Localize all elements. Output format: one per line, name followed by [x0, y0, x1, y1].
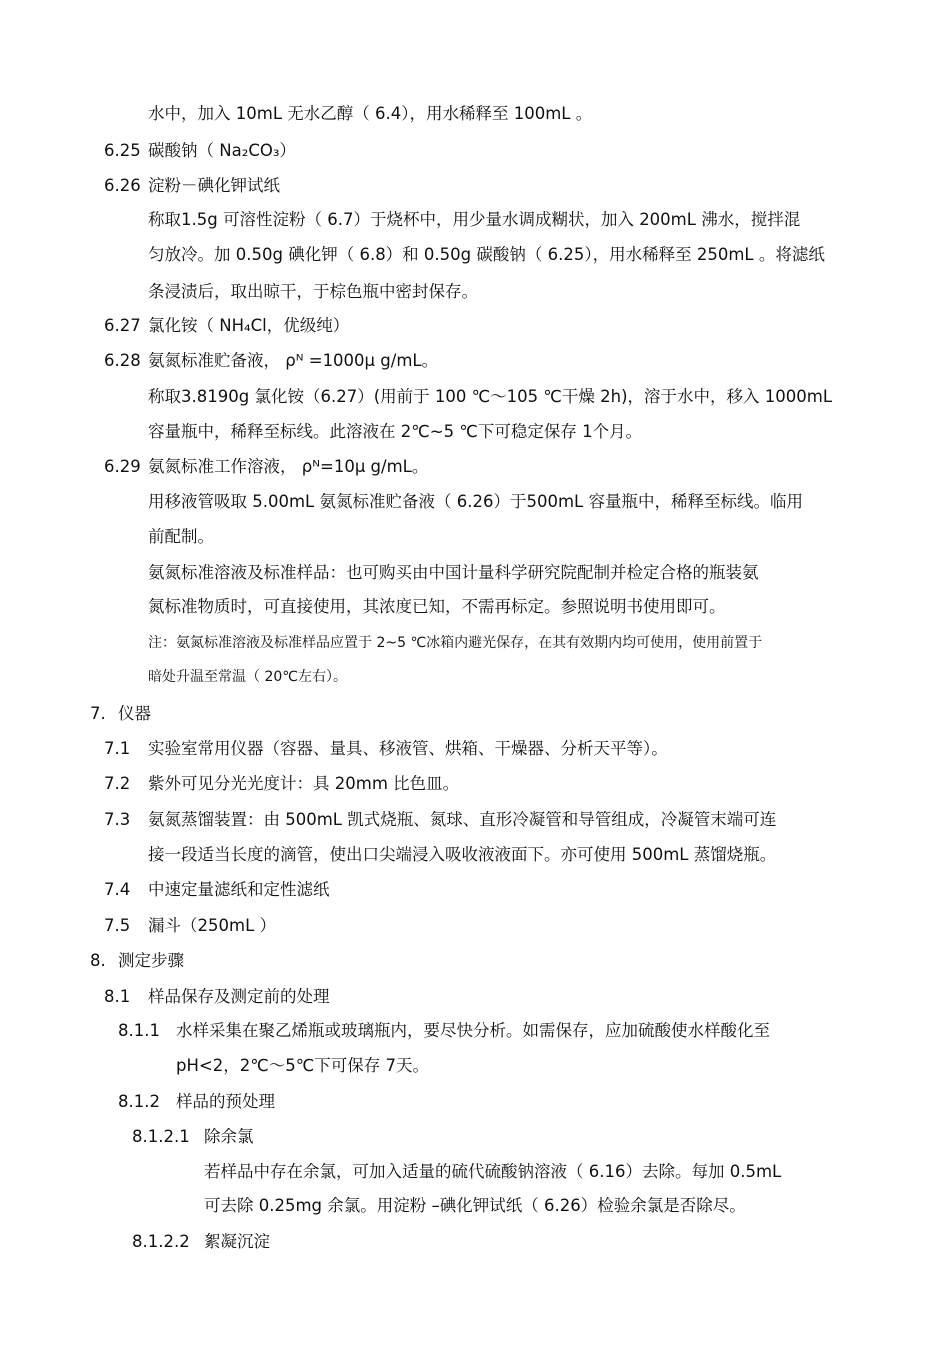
- text-line: 若样品中存在余氯，可加入适量的硫代硫酸钠溶液（ 6.16）去除。每加 0.5mL: [204, 1162, 782, 1181]
- text-line: 氮标准物质时，可直接使用，其浓度已知，不需再标定。参照说明书使用即可。: [148, 597, 726, 616]
- section-6-26: [104, 176, 280, 196]
- section-6-29: [104, 457, 428, 477]
- section-title: 水样采集在聚乙烯瓶或玻璃瓶内，要尽快分析。如需保存，应加硫酸使水样酸化至: [176, 1021, 770, 1040]
- section-8-1-2: [118, 1092, 275, 1112]
- section-title: 样品保存及测定前的处理: [148, 987, 330, 1006]
- text-line: 匀放冷。加 0.50g 碘化钾（ 6.8）和 0.50g 碳酸钠（ 6.25），用水稀释至 250mL 。将滤纸: [148, 245, 825, 264]
- section-number: 7.3: [104, 810, 131, 829]
- section-number: 7.1: [104, 739, 131, 758]
- section-number: 6.25: [104, 141, 141, 160]
- chapter-title: 测定步骤: [118, 951, 184, 970]
- section-8-1-2-1: [132, 1127, 254, 1147]
- chapter-number: 7.: [90, 704, 106, 723]
- section-7-2: [104, 774, 459, 794]
- section-title: 中速定量滤纸和定性滤纸: [148, 880, 330, 899]
- section-title: 除余氯: [204, 1127, 254, 1146]
- section-number: 7.2: [104, 774, 131, 793]
- section-title: 样品的预处理: [176, 1092, 275, 1111]
- section-number: 8.1: [104, 987, 131, 1006]
- section-title: 氨氮蒸馏装置：由 500mL 凯式烧瓶、氮球、直形冷凝管和导管组成，冷凝管末端可连: [148, 810, 777, 829]
- chapter-title: 仪器: [118, 704, 151, 723]
- section-8-1-2-2: [132, 1232, 270, 1252]
- section-title: 实验室常用仪器（容器、量具、移液管、烘箱、干燥器、分析天平等）。: [148, 739, 668, 758]
- text-line: 称取3.8190g 氯化铵（6.27）(用前于 100 ℃～105 ℃干燥 2h)，溶于水中，移入 1000mL: [148, 387, 833, 406]
- chapter-8: [90, 951, 184, 971]
- section-number: 8.1.2.1: [132, 1127, 190, 1146]
- text-line: pH<2，2℃～5℃下可保存 7天。: [176, 1056, 430, 1075]
- section-7-4: [104, 880, 330, 900]
- text-line: 条浸渍后，取出晾干，于棕色瓶中密封保存。: [148, 282, 478, 301]
- section-title: 漏斗（250mL ）: [148, 916, 277, 935]
- section-title: 碳酸钠（ Na₂CO₃）: [148, 141, 296, 160]
- text-line: 容量瓶中，稀释至标线。此溶液在 2℃~5 ℃下可稳定保存 1个月。: [148, 422, 643, 441]
- chapter-7: [90, 704, 151, 724]
- section-number: 6.27: [104, 316, 141, 335]
- section-number: 7.5: [104, 916, 131, 935]
- section-7-5: [104, 916, 276, 936]
- section-6-28: [104, 351, 438, 371]
- section-title: 氨氮标准工作溶液， ρᴺ=10μ g/mL。: [148, 457, 429, 476]
- section-number: 6.29: [104, 457, 141, 476]
- note-line: 暗处升温至常温（ 20℃左右）。: [148, 669, 347, 685]
- section-title: 氯化铵（ NH₄Cl，优级纯）: [148, 316, 350, 335]
- section-title: 絮凝沉淀: [204, 1232, 270, 1251]
- text-line: 用移液管吸取 5.00mL 氨氮标准贮备液（ 6.26）于500mL 容量瓶中，稀释至标线。临用: [148, 492, 803, 511]
- section-number: 8.1.2: [118, 1092, 160, 1111]
- section-title: 紫外可见分光光度计：具 20mm 比色皿。: [148, 774, 460, 793]
- section-number: 8.1.2.2: [132, 1232, 190, 1251]
- text-line: 称取1.5g 可溶性淀粉（ 6.7）于烧杯中，用少量水调成糊状，加入 200mL 沸水，搅拌混: [148, 210, 801, 229]
- section-8-1-1: [118, 1021, 770, 1041]
- section-7-1: [104, 739, 668, 759]
- section-6-27: [104, 316, 349, 336]
- section-title: 氨氮标准贮备液， ρᴺ =1000μ g/mL。: [148, 351, 439, 370]
- section-number: 6.26: [104, 176, 141, 195]
- section-6-25: [104, 141, 296, 161]
- text-line: 前配制。: [148, 527, 214, 546]
- section-number: 7.4: [104, 880, 131, 899]
- text-line: 水中，加入 10mL 无水乙醇（ 6.4），用水稀释至 100mL 。: [148, 104, 593, 123]
- note-line: 注：氨氮标准溶液及标准样品应置于 2~5 ℃冰箱内避光保存，在其有效期内均可使用，使用前置于: [148, 635, 763, 651]
- section-7-3: [104, 810, 776, 830]
- text-line: 氨氮标准溶液及标准样品：也可购买由中国计量科学研究院配制并检定合格的瓶装氨: [148, 563, 759, 582]
- text-line: 可去除 0.25mg 余氯。用淀粉 –碘化钾试纸（ 6.26）检验余氯是否除尽。: [204, 1196, 746, 1215]
- chapter-number: 8.: [90, 951, 106, 970]
- section-8-1: [104, 987, 330, 1007]
- section-number: 6.28: [104, 351, 141, 370]
- section-title: 淀粉－碘化钾试纸: [148, 176, 280, 195]
- text-line: 接一段适当长度的滴管，使出口尖端浸入吸收液液面下。亦可使用 500mL 蒸馏烧瓶。: [148, 845, 777, 864]
- section-number: 8.1.1: [118, 1021, 160, 1040]
